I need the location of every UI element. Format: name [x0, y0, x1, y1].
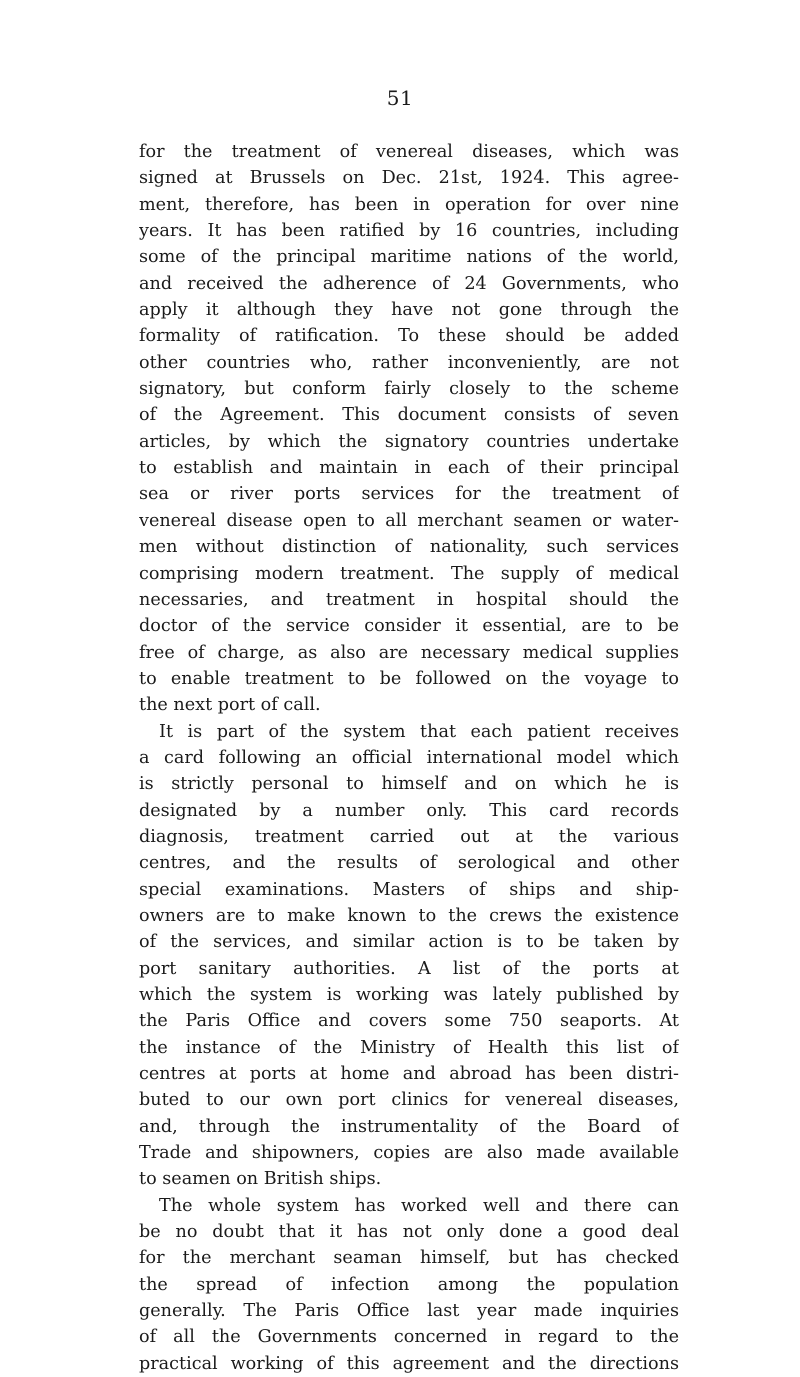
text-line: some of the principal maritime nations of the world,: [139, 247, 679, 268]
text-line: doctor of the service consider it essential, are to be: [139, 616, 679, 637]
text-line: sea or river ports services for the treatment of: [139, 484, 679, 505]
text-line: men without distinction of nationality, such services: [139, 537, 679, 558]
text-line: other countries who, rather inconveniently, are not: [139, 352, 679, 373]
text-line: buted to our own port clinics for venereal diseases,: [139, 1090, 679, 1111]
text-line: the next port of call.: [139, 695, 321, 716]
text-line: free of charge, as also are necessary medical supplies: [139, 642, 679, 663]
text-line: comprising modern treatment. The supply of medical: [139, 563, 679, 584]
text-line: centres, and the results of serological and other: [139, 853, 679, 874]
text-line: years. It has been ratified by 16 countries, including: [139, 221, 679, 242]
text-line: signatory, but conform fairly closely to the scheme: [139, 379, 679, 400]
text-line: the spread of infection among the population: [139, 1274, 679, 1295]
text-line: is strictly personal to himself and on which he is: [139, 774, 679, 795]
text-line: of the Agreement. This document consists of seven: [139, 405, 679, 426]
text-line: a card following an official international model which: [139, 747, 679, 768]
text-line: diagnosis, treatment carried out at the various: [139, 826, 679, 847]
text-line: formality of ratification. To these should be added: [139, 326, 679, 347]
text-line: to seamen on British ships.: [139, 1169, 382, 1190]
text-line: Trade and shipowners, copies are also made available: [139, 1143, 679, 1164]
text-line: owners are to make known to the crews the existence: [139, 905, 679, 926]
body-text: [139, 139, 679, 1377]
text-line: for the merchant seaman himself, but has checked: [139, 1248, 679, 1269]
text-line: of all the Governments concerned in regard to the: [139, 1327, 679, 1348]
text-line: apply it although they have not gone through the: [139, 300, 679, 321]
text-line: articles, by which the signatory countries undertake: [139, 431, 679, 452]
page-number: 51: [386, 86, 414, 110]
text-line: generally. The Paris Office last year made inquiries: [139, 1301, 679, 1322]
text-line: centres at ports at home and abroad has been distri-: [139, 1064, 679, 1085]
text-line: venereal disease open to all merchant seamen or water-: [139, 510, 679, 531]
text-line: special examinations. Masters of ships and ship-: [139, 879, 679, 900]
text-line: the Paris Office and covers some 750 seaports. At: [139, 1011, 679, 1032]
text-line: ment, therefore, has been in operation for over nine: [139, 194, 679, 215]
text-line: which the system is working was lately published by: [139, 985, 679, 1005]
text-line: signed at Brussels on Dec. 21st, 1924. This agree-: [139, 168, 679, 189]
text-line: practical working of this agreement and the directions: [139, 1353, 679, 1374]
text-line: the instance of the Ministry of Health this list of: [139, 1037, 679, 1058]
text-line: be no doubt that it has not only done a good deal: [139, 1222, 679, 1243]
text-line: The whole system has worked well and there can: [159, 1195, 679, 1216]
text-line: for the treatment of venereal diseases, which was: [139, 142, 679, 162]
text-line: of the services, and similar action is to be taken by: [139, 932, 679, 953]
text-line: to enable treatment to be followed on the voyage to: [139, 668, 679, 689]
text-line: designated by a number only. This card records: [139, 800, 679, 821]
text-line: and received the adherence of 24 Governments, who: [139, 273, 679, 294]
text-line: It is part of the system that each patient receives: [159, 721, 679, 742]
text-line: and, through the instrumentality of the Board of: [139, 1116, 679, 1137]
text-line: port sanitary authorities. A list of the ports at: [139, 958, 679, 979]
text-line: to establish and maintain in each of their principal: [139, 458, 679, 479]
text-line: necessaries, and treatment in hospital should the: [139, 589, 679, 610]
